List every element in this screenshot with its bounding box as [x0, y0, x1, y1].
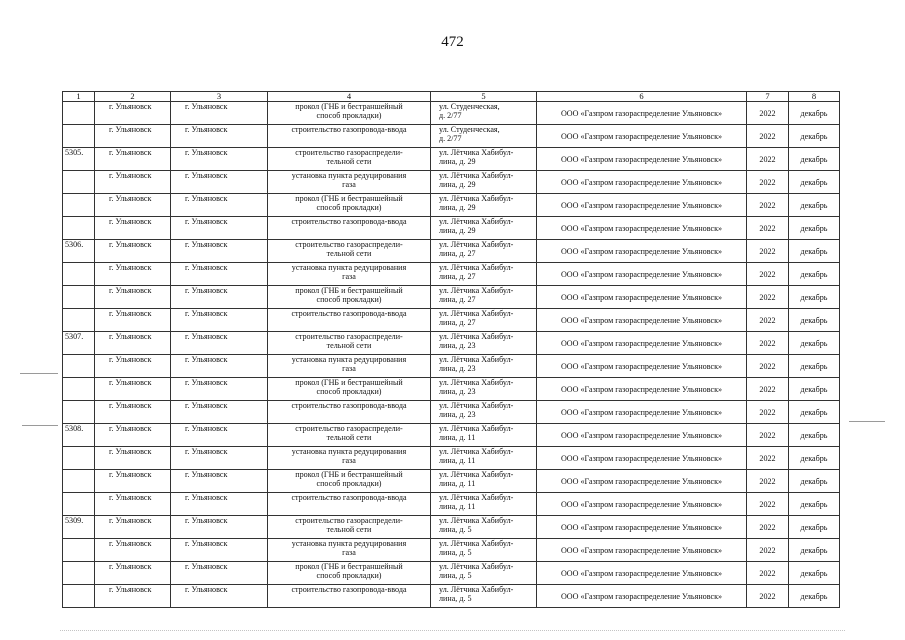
address-cell: [431, 309, 537, 332]
table-row: [63, 493, 840, 516]
settlement-cell: г. Ульяновск: [95, 194, 171, 217]
work-type-cell-line: установка пункта редуцирования: [291, 539, 407, 548]
district-cell: г. Ульяновск: [171, 309, 268, 332]
address-cell-line: ул. Лётчика Хабибул-: [439, 401, 514, 410]
settlement-cell: г. Ульяновск: [95, 102, 171, 125]
month-cell: декабрь: [789, 286, 840, 309]
address-cell-line: лина, д. 23: [439, 341, 476, 350]
row-number-cell: [63, 562, 95, 585]
district-cell: г. Ульяновск: [171, 102, 268, 125]
address-cell-line: д. 2/77: [439, 111, 462, 120]
table-row: [63, 562, 840, 585]
work-type-cell-line: газа: [342, 180, 356, 189]
table-row: [63, 378, 840, 401]
header-cell: 3: [171, 92, 268, 102]
address-cell-line: ул. Лётчика Хабибул-: [439, 447, 514, 456]
table-row: [63, 240, 840, 263]
settlement-cell: г. Ульяновск: [95, 447, 171, 470]
address-cell-line: лина, д. 11: [439, 479, 476, 488]
address-cell-line: ул. Лётчика Хабибул-: [439, 240, 514, 249]
month-cell: декабрь: [789, 424, 840, 447]
header-cell: 2: [95, 92, 171, 102]
settlement-cell: г. Ульяновск: [95, 148, 171, 171]
organization-cell: ООО «Газпром газораспределение Ульяновск»: [537, 194, 747, 217]
settlement-cell: г. Ульяновск: [95, 355, 171, 378]
settlement-cell: г. Ульяновск: [95, 217, 171, 240]
address-cell-line: ул. Лётчика Хабибул-: [439, 539, 514, 548]
month-cell: декабрь: [789, 355, 840, 378]
work-type-cell-line: тельной сети: [326, 157, 372, 166]
address-cell: [431, 286, 537, 309]
month-cell: декабрь: [789, 171, 840, 194]
month-cell: декабрь: [789, 470, 840, 493]
settlement-cell: г. Ульяновск: [95, 309, 171, 332]
row-number-cell: 5306.: [63, 240, 95, 263]
month-cell: декабрь: [789, 240, 840, 263]
table-row: [63, 194, 840, 217]
table-row: [63, 401, 840, 424]
address-cell-line: лина, д. 29: [439, 226, 476, 235]
organization-cell: ООО «Газпром газораспределение Ульяновск»: [537, 240, 747, 263]
work-type-cell-line: газа: [342, 456, 356, 465]
table-row: [63, 424, 840, 447]
row-number-cell: [63, 470, 95, 493]
work-type-cell-line: прокол (ГНБ и бестраншейный: [295, 562, 403, 571]
work-type-cell: [268, 401, 431, 424]
work-type-cell: [268, 286, 431, 309]
month-cell: декабрь: [789, 401, 840, 424]
month-cell: декабрь: [789, 125, 840, 148]
table-row: [63, 148, 840, 171]
organization-cell: ООО «Газпром газораспределение Ульяновск»: [537, 309, 747, 332]
work-type-cell: [268, 493, 431, 516]
address-cell-line: лина, д. 27: [439, 318, 476, 327]
address-cell-line: лина, д. 27: [439, 249, 476, 258]
work-type-cell-line: прокол (ГНБ и бестраншейный: [295, 194, 403, 203]
work-type-cell-line: прокол (ГНБ и бестраншейный: [295, 470, 403, 479]
address-cell-line: ул. Лётчика Хабибул-: [439, 378, 514, 387]
work-type-cell-line: строительство газопровода-ввода: [291, 585, 407, 594]
district-cell: г. Ульяновск: [171, 447, 268, 470]
settlement-cell: г. Ульяновск: [95, 424, 171, 447]
address-cell-line: лина, д. 5: [439, 548, 472, 557]
table-row: [63, 217, 840, 240]
table-header-row: [63, 92, 840, 102]
work-type-cell: [268, 263, 431, 286]
row-number-cell: [63, 493, 95, 516]
organization-cell: ООО «Газпром газораспределение Ульяновск»: [537, 171, 747, 194]
district-cell: г. Ульяновск: [171, 263, 268, 286]
settlement-cell: г. Ульяновск: [95, 378, 171, 401]
work-type-cell-line: прокол (ГНБ и бестраншейный: [295, 102, 403, 111]
settlement-cell: г. Ульяновск: [95, 286, 171, 309]
organization-cell: ООО «Газпром газораспределение Ульяновск»: [537, 148, 747, 171]
table-row: [63, 263, 840, 286]
work-type-cell: [268, 378, 431, 401]
year-cell: 2022: [747, 194, 789, 217]
work-type-cell: [268, 539, 431, 562]
month-cell: декабрь: [789, 516, 840, 539]
settlement-cell: г. Ульяновск: [95, 240, 171, 263]
month-cell: декабрь: [789, 309, 840, 332]
address-cell-line: ул. Студенческая,: [439, 125, 500, 134]
year-cell: 2022: [747, 125, 789, 148]
district-cell: г. Ульяновск: [171, 539, 268, 562]
row-number-cell: [63, 378, 95, 401]
work-type-cell-line: способ прокладки): [316, 479, 382, 488]
row-number-cell: [63, 125, 95, 148]
settlement-cell: г. Ульяновск: [95, 171, 171, 194]
address-cell-line: лина, д. 5: [439, 525, 472, 534]
month-cell: декабрь: [789, 447, 840, 470]
work-type-cell: [268, 470, 431, 493]
address-cell: [431, 585, 537, 608]
work-type-cell-line: строительство газораспредели-: [295, 424, 403, 433]
organization-cell: ООО «Газпром газораспределение Ульяновск»: [537, 217, 747, 240]
address-cell-line: лина, д. 27: [439, 295, 476, 304]
work-type-cell-line: установка пункта редуцирования: [291, 447, 407, 456]
row-number-cell: [63, 194, 95, 217]
work-type-cell: [268, 516, 431, 539]
row-number-cell: [63, 263, 95, 286]
address-cell-line: лина, д. 29: [439, 180, 476, 189]
work-type-cell-line: строительство газопровода-ввода: [291, 125, 407, 134]
works-table: [62, 91, 840, 608]
district-cell: г. Ульяновск: [171, 424, 268, 447]
work-type-cell-line: установка пункта редуцирования: [291, 355, 407, 364]
work-type-cell-line: тельной сети: [326, 249, 372, 258]
address-cell-line: лина, д. 5: [439, 571, 472, 580]
year-cell: 2022: [747, 102, 789, 125]
work-type-cell-line: строительство газопровода-ввода: [291, 401, 407, 410]
address-cell: [431, 424, 537, 447]
address-cell-line: ул. Лётчика Хабибул-: [439, 286, 514, 295]
address-cell-line: лина, д. 11: [439, 456, 476, 465]
district-cell: г. Ульяновск: [171, 562, 268, 585]
year-cell: 2022: [747, 286, 789, 309]
row-number-cell: 5308.: [63, 424, 95, 447]
margin-mark-right: [849, 421, 885, 422]
settlement-cell: г. Ульяновск: [95, 493, 171, 516]
work-type-cell-line: строительство газопровода-ввода: [291, 309, 407, 318]
work-type-cell-line: способ прокладки): [316, 571, 382, 580]
row-number-cell: [63, 401, 95, 424]
work-type-cell: [268, 424, 431, 447]
table-row: [63, 539, 840, 562]
work-type-cell-line: способ прокладки): [316, 111, 382, 120]
address-cell-line: лина, д. 11: [439, 502, 476, 511]
address-cell: [431, 148, 537, 171]
month-cell: декабрь: [789, 539, 840, 562]
work-type-cell-line: строительство газораспредели-: [295, 516, 403, 525]
year-cell: 2022: [747, 309, 789, 332]
work-type-cell-line: способ прокладки): [316, 203, 382, 212]
address-cell-line: ул. Лётчика Хабибул-: [439, 424, 514, 433]
row-number-cell: 5307.: [63, 332, 95, 355]
header-cell: 4: [268, 92, 431, 102]
month-cell: декабрь: [789, 194, 840, 217]
year-cell: 2022: [747, 401, 789, 424]
table-row: [63, 125, 840, 148]
work-type-cell-line: газа: [342, 548, 356, 557]
district-cell: г. Ульяновск: [171, 585, 268, 608]
work-type-cell-line: тельной сети: [326, 525, 372, 534]
table-row: [63, 447, 840, 470]
work-type-cell: [268, 194, 431, 217]
margin-mark-left-lower: [22, 425, 58, 426]
address-cell: [431, 217, 537, 240]
address-cell-line: д. 2/77: [439, 134, 462, 143]
row-number-cell: [63, 447, 95, 470]
address-cell-line: ул. Лётчика Хабибул-: [439, 171, 514, 180]
year-cell: 2022: [747, 332, 789, 355]
work-type-cell-line: газа: [342, 364, 356, 373]
work-type-cell-line: газа: [342, 272, 356, 281]
work-type-cell-line: способ прокладки): [316, 295, 382, 304]
row-number-cell: [63, 539, 95, 562]
address-cell-line: лина, д. 23: [439, 364, 476, 373]
address-cell: [431, 447, 537, 470]
year-cell: 2022: [747, 424, 789, 447]
district-cell: г. Ульяновск: [171, 217, 268, 240]
row-number-cell: [63, 102, 95, 125]
table-row: [63, 585, 840, 608]
settlement-cell: г. Ульяновск: [95, 263, 171, 286]
work-type-cell-line: способ прокладки): [316, 387, 382, 396]
organization-cell: ООО «Газпром газораспределение Ульяновск»: [537, 355, 747, 378]
address-cell: [431, 493, 537, 516]
work-type-cell: [268, 332, 431, 355]
settlement-cell: г. Ульяновск: [95, 125, 171, 148]
district-cell: г. Ульяновск: [171, 401, 268, 424]
row-number-cell: 5309.: [63, 516, 95, 539]
district-cell: г. Ульяновск: [171, 355, 268, 378]
address-cell-line: лина, д. 11: [439, 433, 476, 442]
month-cell: декабрь: [789, 378, 840, 401]
table-row: [63, 309, 840, 332]
settlement-cell: г. Ульяновск: [95, 516, 171, 539]
address-cell: [431, 263, 537, 286]
settlement-cell: г. Ульяновск: [95, 401, 171, 424]
work-type-cell: [268, 447, 431, 470]
district-cell: г. Ульяновск: [171, 240, 268, 263]
organization-cell: ООО «Газпром газораспределение Ульяновск»: [537, 286, 747, 309]
address-cell-line: ул. Студенческая,: [439, 102, 500, 111]
organization-cell: ООО «Газпром газораспределение Ульяновск»: [537, 539, 747, 562]
year-cell: 2022: [747, 355, 789, 378]
address-cell-line: лина, д. 29: [439, 157, 476, 166]
work-type-cell-line: строительство газопровода-ввода: [291, 217, 407, 226]
work-type-cell: [268, 562, 431, 585]
address-cell-line: ул. Лётчика Хабибул-: [439, 217, 514, 226]
table-body: [63, 92, 840, 608]
work-type-cell-line: тельной сети: [326, 341, 372, 350]
month-cell: декабрь: [789, 493, 840, 516]
address-cell: [431, 562, 537, 585]
address-cell: [431, 332, 537, 355]
year-cell: 2022: [747, 493, 789, 516]
scan-edge-noise: [60, 630, 845, 631]
organization-cell: ООО «Газпром газораспределение Ульяновск»: [537, 102, 747, 125]
row-number-cell: [63, 171, 95, 194]
row-number-cell: [63, 217, 95, 240]
address-cell: [431, 240, 537, 263]
organization-cell: ООО «Газпром газораспределение Ульяновск»: [537, 125, 747, 148]
organization-cell: ООО «Газпром газораспределение Ульяновск»: [537, 447, 747, 470]
address-cell: [431, 125, 537, 148]
address-cell-line: ул. Лётчика Хабибул-: [439, 470, 514, 479]
settlement-cell: г. Ульяновск: [95, 562, 171, 585]
year-cell: 2022: [747, 447, 789, 470]
month-cell: декабрь: [789, 263, 840, 286]
address-cell: [431, 171, 537, 194]
header-cell: 6: [537, 92, 747, 102]
address-cell: [431, 470, 537, 493]
month-cell: декабрь: [789, 562, 840, 585]
row-number-cell: [63, 355, 95, 378]
header-cell: 7: [747, 92, 789, 102]
table-row: [63, 171, 840, 194]
address-cell-line: ул. Лётчика Хабибул-: [439, 585, 514, 594]
work-type-cell-line: строительство газораспредели-: [295, 332, 403, 341]
settlement-cell: г. Ульяновск: [95, 332, 171, 355]
address-cell-line: лина, д. 5: [439, 594, 472, 603]
district-cell: г. Ульяновск: [171, 125, 268, 148]
work-type-cell-line: установка пункта редуцирования: [291, 263, 407, 272]
organization-cell: ООО «Газпром газораспределение Ульяновск»: [537, 424, 747, 447]
year-cell: 2022: [747, 148, 789, 171]
address-cell-line: лина, д. 27: [439, 272, 476, 281]
district-cell: г. Ульяновск: [171, 171, 268, 194]
work-type-cell-line: строительство газораспредели-: [295, 148, 403, 157]
work-type-cell: [268, 171, 431, 194]
organization-cell: ООО «Газпром газораспределение Ульяновск»: [537, 263, 747, 286]
district-cell: г. Ульяновск: [171, 378, 268, 401]
year-cell: 2022: [747, 240, 789, 263]
organization-cell: ООО «Газпром газораспределение Ульяновск»: [537, 378, 747, 401]
organization-cell: ООО «Газпром газораспределение Ульяновск»: [537, 562, 747, 585]
address-cell-line: ул. Лётчика Хабибул-: [439, 263, 514, 272]
address-cell-line: ул. Лётчика Хабибул-: [439, 516, 514, 525]
work-type-cell-line: установка пункта редуцирования: [291, 171, 407, 180]
address-cell-line: ул. Лётчика Хабибул-: [439, 562, 514, 571]
year-cell: 2022: [747, 516, 789, 539]
organization-cell: ООО «Газпром газораспределение Ульяновск»: [537, 585, 747, 608]
year-cell: 2022: [747, 562, 789, 585]
table-row: [63, 102, 840, 125]
address-cell-line: ул. Лётчика Хабибул-: [439, 332, 514, 341]
work-type-cell: [268, 355, 431, 378]
work-type-cell-line: строительство газораспредели-: [295, 240, 403, 249]
district-cell: г. Ульяновск: [171, 286, 268, 309]
organization-cell: ООО «Газпром газораспределение Ульяновск»: [537, 332, 747, 355]
address-cell-line: ул. Лётчика Хабибул-: [439, 148, 514, 157]
year-cell: 2022: [747, 585, 789, 608]
address-cell: [431, 539, 537, 562]
organization-cell: ООО «Газпром газораспределение Ульяновск»: [537, 470, 747, 493]
month-cell: декабрь: [789, 332, 840, 355]
margin-mark-left-upper: [20, 373, 58, 374]
work-type-cell: [268, 148, 431, 171]
work-type-cell: [268, 240, 431, 263]
organization-cell: ООО «Газпром газораспределение Ульяновск»: [537, 493, 747, 516]
address-cell: [431, 516, 537, 539]
district-cell: г. Ульяновск: [171, 332, 268, 355]
row-number-cell: [63, 309, 95, 332]
row-number-cell: [63, 286, 95, 309]
header-cell: 5: [431, 92, 537, 102]
month-cell: декабрь: [789, 148, 840, 171]
district-cell: г. Ульяновск: [171, 194, 268, 217]
work-type-cell: [268, 102, 431, 125]
work-type-cell-line: прокол (ГНБ и бестраншейный: [295, 378, 403, 387]
year-cell: 2022: [747, 263, 789, 286]
address-cell-line: ул. Лётчика Хабибул-: [439, 355, 514, 364]
month-cell: декабрь: [789, 217, 840, 240]
address-cell-line: ул. Лётчика Хабибул-: [439, 309, 514, 318]
address-cell-line: лина, д. 23: [439, 387, 476, 396]
year-cell: 2022: [747, 171, 789, 194]
table-row: [63, 355, 840, 378]
work-type-cell: [268, 125, 431, 148]
settlement-cell: г. Ульяновск: [95, 585, 171, 608]
work-type-cell-line: тельной сети: [326, 433, 372, 442]
year-cell: 2022: [747, 470, 789, 493]
row-number-cell: [63, 585, 95, 608]
table-row: [63, 332, 840, 355]
address-cell: [431, 378, 537, 401]
organization-cell: ООО «Газпром газораспределение Ульяновск»: [537, 401, 747, 424]
row-number-cell: 5305.: [63, 148, 95, 171]
year-cell: 2022: [747, 217, 789, 240]
organization-cell: ООО «Газпром газораспределение Ульяновск»: [537, 516, 747, 539]
district-cell: г. Ульяновск: [171, 470, 268, 493]
work-type-cell: [268, 309, 431, 332]
table-row: [63, 470, 840, 493]
address-cell-line: лина, д. 29: [439, 203, 476, 212]
settlement-cell: г. Ульяновск: [95, 539, 171, 562]
table-row: [63, 516, 840, 539]
month-cell: декабрь: [789, 585, 840, 608]
work-type-cell: [268, 217, 431, 240]
page-number: 472: [441, 34, 464, 50]
address-cell-line: лина, д. 23: [439, 410, 476, 419]
table-row: [63, 286, 840, 309]
address-cell: [431, 194, 537, 217]
year-cell: 2022: [747, 539, 789, 562]
address-cell-line: ул. Лётчика Хабибул-: [439, 493, 514, 502]
address-cell: [431, 102, 537, 125]
month-cell: декабрь: [789, 102, 840, 125]
district-cell: г. Ульяновск: [171, 148, 268, 171]
district-cell: г. Ульяновск: [171, 516, 268, 539]
header-cell: 1: [63, 92, 95, 102]
work-type-cell-line: строительство газопровода-ввода: [291, 493, 407, 502]
work-type-cell-line: прокол (ГНБ и бестраншейный: [295, 286, 403, 295]
year-cell: 2022: [747, 378, 789, 401]
address-cell-line: ул. Лётчика Хабибул-: [439, 194, 514, 203]
address-cell: [431, 401, 537, 424]
settlement-cell: г. Ульяновск: [95, 470, 171, 493]
address-cell: [431, 355, 537, 378]
header-cell: 8: [789, 92, 840, 102]
work-type-cell: [268, 585, 431, 608]
district-cell: г. Ульяновск: [171, 493, 268, 516]
